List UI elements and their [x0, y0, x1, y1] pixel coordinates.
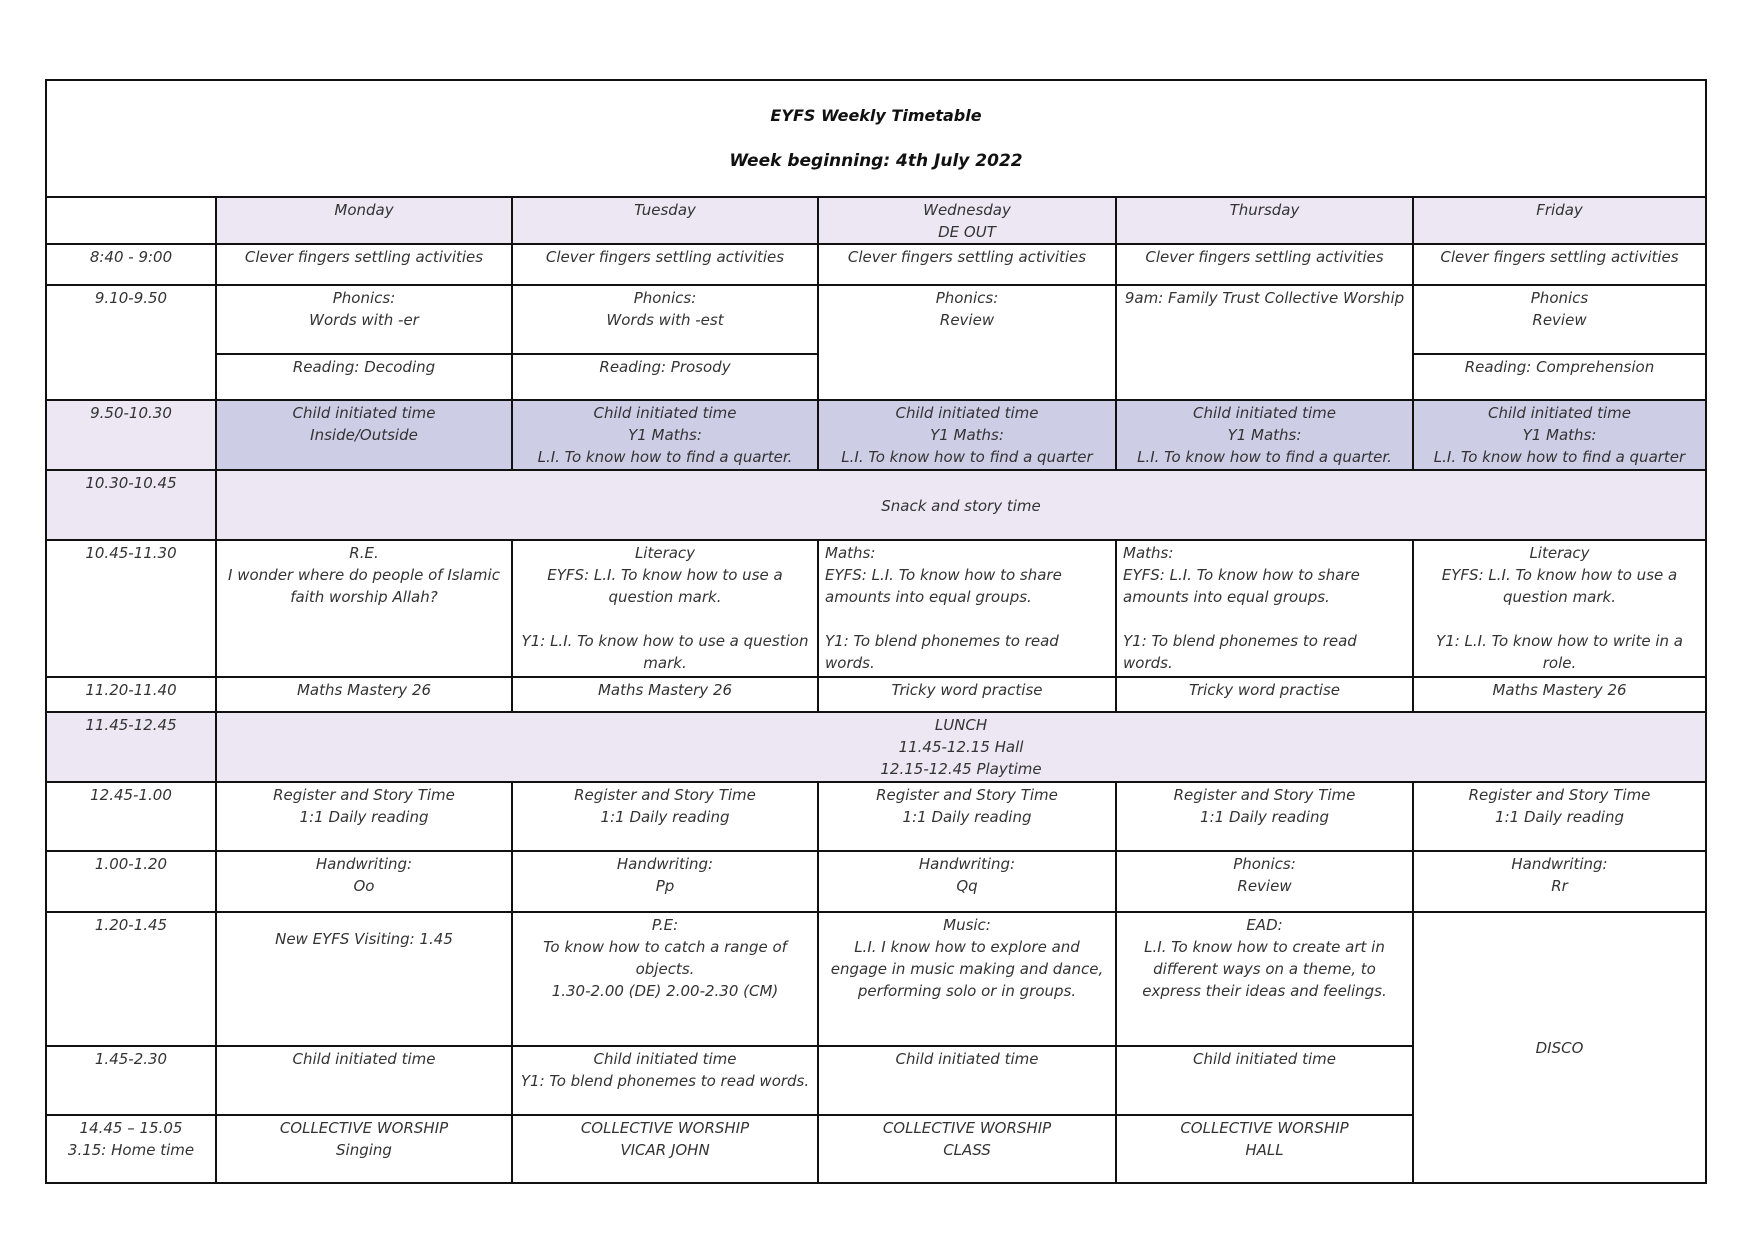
timetable-cell: Handwriting: Rr — [1413, 851, 1706, 912]
disco-cell: DISCO — [1413, 912, 1706, 1183]
timetable-cell: Literacy EYFS: L.I. To know how to use a question mark. Y1: L.I. To know how to use a question mark. — [512, 540, 818, 677]
timetable-cell: Clever fingers settling activities — [512, 244, 818, 285]
day-header-monday: Monday — [216, 197, 512, 244]
timetable-cell: Phonics: Review — [1116, 851, 1413, 912]
timetable-cell: Register and Story Time 1:1 Daily reading — [1116, 782, 1413, 851]
timetable-cell: Clever fingers settling activities — [818, 244, 1116, 285]
time-slot: 10.30-10.45 — [46, 470, 216, 540]
visiting-note: New EYFS Visiting: 1.45 — [275, 930, 453, 948]
corner-cell — [46, 197, 216, 244]
timetable-cell: Child initiated time Y1 Maths: L.I. To know how to find a quarter. — [1116, 400, 1413, 470]
timetable-cell: Reading: Prosody — [512, 354, 818, 400]
timetable-cell: Child initiated time — [216, 1046, 512, 1115]
timetable-cell: COLLECTIVE WORSHIP VICAR JOHN — [512, 1115, 818, 1183]
timetable-cell: Clever fingers settling activities — [1413, 244, 1706, 285]
weekly-timetable — [45, 79, 1707, 1184]
time-slot: 1.45-2.30 — [46, 1046, 216, 1115]
timetable-title-cell — [46, 80, 1706, 197]
timetable-cell: 9am: Family Trust Collective Worship — [1116, 285, 1413, 400]
day-header-tuesday: Tuesday — [512, 197, 818, 244]
timetable-cell: Child initiated time — [818, 1046, 1116, 1115]
timetable-cell: Child initiated time Inside/Outside — [216, 400, 512, 470]
time-slot: 9.10-9.50 — [46, 285, 216, 400]
timetable-cell: COLLECTIVE WORSHIP CLASS — [818, 1115, 1116, 1183]
timetable-cell: Maths: EYFS: L.I. To know how to share amounts into equal groups. Y1: To blend phonemes to read words. — [818, 540, 1116, 677]
day-header-wednesday: Wednesday DE OUT — [818, 197, 1116, 244]
timetable-title: EYFS Weekly Timetable — [770, 106, 982, 125]
timetable-cell: Handwriting: Qq — [818, 851, 1116, 912]
timetable-cell: Register and Story Time 1:1 Daily reading — [1413, 782, 1706, 851]
timetable-cell: Handwriting: Oo — [216, 851, 512, 912]
timetable-cell: R.E. I wonder where do people of Islamic faith worship Allah? — [216, 540, 512, 677]
time-slot: 10.45-11.30 — [46, 540, 216, 677]
timetable-cell: Phonics: Words with -est — [512, 285, 818, 354]
timetable-cell: Clever fingers settling activities — [1116, 244, 1413, 285]
timetable-cell: Maths Mastery 26 — [512, 677, 818, 712]
time-slot: 8:40 - 9:00 — [46, 244, 216, 285]
timetable-cell: Maths Mastery 26 — [1413, 677, 1706, 712]
timetable-cell: Child initiated time Y1: To blend phonemes to read words. — [512, 1046, 818, 1115]
timetable-cell: Reading: Decoding — [216, 354, 512, 400]
timetable-cell — [216, 912, 512, 1046]
timetable-cell: Tricky word practise — [818, 677, 1116, 712]
timetable-cell: Clever fingers settling activities — [216, 244, 512, 285]
timetable-cell: Literacy EYFS: L.I. To know how to use a question mark. Y1: L.I. To know how to write in a role. — [1413, 540, 1706, 677]
timetable-cell: P.E: To know how to catch a range of objects. 1.30-2.00 (DE) 2.00-2.30 (CM) — [512, 912, 818, 1046]
timetable-cell: Register and Story Time 1:1 Daily reading — [216, 782, 512, 851]
time-slot: 1.20-1.45 — [46, 912, 216, 1046]
lunch-cell: LUNCH 11.45-12.15 Hall 12.15-12.45 Playtime — [216, 712, 1706, 782]
snack-cell: Snack and story time — [216, 470, 1706, 540]
time-slot: 14.45 – 15.05 3.15: Home time — [46, 1115, 216, 1183]
timetable-cell: Child initiated time Y1 Maths: L.I. To know how to find a quarter. — [512, 400, 818, 470]
time-slot: 1.00-1.20 — [46, 851, 216, 912]
timetable-cell: Phonics Review — [1413, 285, 1706, 354]
time-slot: 9.50-10.30 — [46, 400, 216, 470]
timetable-cell: Phonics: Words with -er — [216, 285, 512, 354]
timetable-cell: Maths: EYFS: L.I. To know how to share amounts into equal groups. Y1: To blend phonemes to read words. — [1116, 540, 1413, 677]
timetable-cell: Register and Story Time 1:1 Daily reading — [512, 782, 818, 851]
timetable-cell: Phonics: Review — [818, 285, 1116, 400]
day-header-friday: Friday — [1413, 197, 1706, 244]
timetable-cell: COLLECTIVE WORSHIP Singing — [216, 1115, 512, 1183]
timetable-cell: Handwriting: Pp — [512, 851, 818, 912]
time-slot: 11.20-11.40 — [46, 677, 216, 712]
week-beginning: Week beginning: 4th July 2022 — [729, 151, 1023, 171]
timetable-cell: Reading: Comprehension — [1413, 354, 1706, 400]
timetable-cell: Tricky word practise — [1116, 677, 1413, 712]
time-slot: 11.45-12.45 — [46, 712, 216, 782]
timetable-cell: Child initiated time — [1116, 1046, 1413, 1115]
timetable-cell: Child initiated time Y1 Maths: L.I. To know how to find a quarter — [1413, 400, 1706, 470]
time-slot: 12.45-1.00 — [46, 782, 216, 851]
timetable-cell: COLLECTIVE WORSHIP HALL — [1116, 1115, 1413, 1183]
timetable-cell: EAD: L.I. To know how to create art in different ways on a theme, to express their ideas and feelings. — [1116, 912, 1413, 1046]
timetable-cell: Maths Mastery 26 — [216, 677, 512, 712]
timetable-cell: Child initiated time Y1 Maths: L.I. To know how to find a quarter — [818, 400, 1116, 470]
timetable-cell: Register and Story Time 1:1 Daily reading — [818, 782, 1116, 851]
timetable-cell: Music: L.I. I know how to explore and engage in music making and dance, performing solo or in groups. — [818, 912, 1116, 1046]
day-header-thursday: Thursday — [1116, 197, 1413, 244]
